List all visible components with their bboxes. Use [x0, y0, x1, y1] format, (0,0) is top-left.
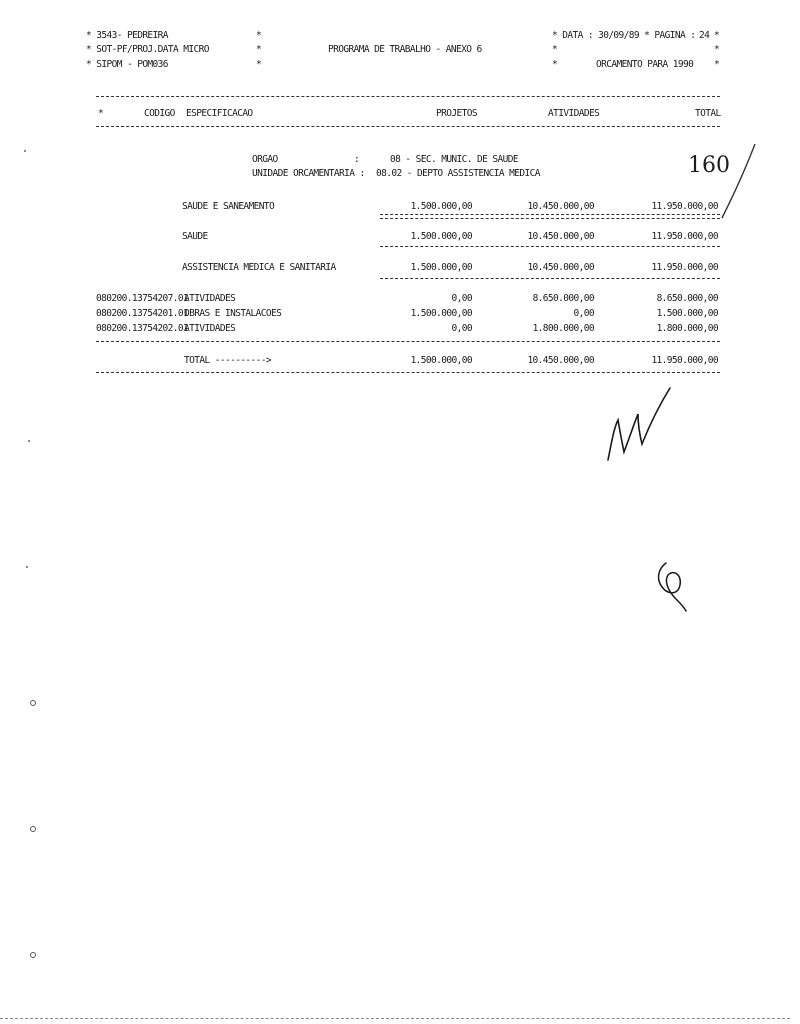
margin-hole: [30, 952, 36, 958]
column-header-rule-bottom: [96, 126, 720, 127]
summary-total: 11.950.000,00: [651, 231, 718, 242]
detail-label: ATIVIDADES: [184, 323, 236, 334]
summary-projects: 1.500.000,00: [410, 231, 472, 242]
summary-total: 11.950.000,00: [651, 262, 718, 273]
margin-hole: [30, 826, 36, 832]
summary-projects: 1.500.000,00: [410, 262, 472, 273]
total-label: TOTAL ---------->: [184, 355, 272, 366]
header-asterisk: *: [714, 59, 720, 70]
margin-speck: [26, 566, 28, 568]
summary-label: SAUDE E SANEAMENTO: [182, 201, 275, 212]
total-projects: 1.500.000,00: [410, 355, 472, 366]
detail-projects: 1.500.000,00: [410, 308, 472, 319]
detail-code: 080200.13754202.01: [96, 323, 189, 334]
margin-speck: [28, 440, 30, 442]
column-projects: PROJETOS: [436, 108, 477, 119]
header-asterisk: *: [256, 30, 262, 41]
column-header-rule-top: [96, 96, 720, 97]
column-specification: ESPECIFICACAO: [186, 108, 253, 119]
detail-rule: [96, 341, 720, 342]
budget-year: ORCAMENTO PARA 1990: [596, 59, 694, 70]
column-code: CODIGO: [144, 108, 175, 119]
header-entity: * 3543- PEDREIRA: [86, 30, 168, 41]
margin-hole: [30, 700, 36, 706]
summary-double-rule: [380, 214, 720, 219]
header-asterisk: *: [552, 44, 558, 55]
stamp-number: 160: [688, 153, 730, 178]
header-asterisk: *: [714, 44, 720, 55]
detail-label: OBRAS E INSTALACOES: [184, 308, 282, 319]
header-program-code: * SIPOM - POM036: [86, 59, 168, 70]
detail-total: 1.500.000,00: [656, 308, 718, 319]
detail-projects: 0,00: [451, 323, 472, 334]
detail-code: 080200.13754201.01: [96, 308, 189, 319]
report-date: * DATA : 30/09/89 * PAGINA :: [552, 30, 696, 41]
detail-total: 8.650.000,00: [656, 293, 718, 304]
header-asterisk: *: [552, 59, 558, 70]
page-number: 24: [699, 30, 710, 41]
column-activities: ATIVIDADES: [548, 108, 600, 119]
header-asterisk: *: [98, 108, 104, 119]
unidade-value: 08.02 - DEPTO ASSISTENCIA MEDICA: [376, 168, 540, 179]
column-total: TOTAL: [695, 108, 721, 119]
total-rule: [96, 372, 720, 373]
detail-activities: 8.650.000,00: [532, 293, 594, 304]
header-asterisk: *: [256, 44, 262, 55]
summary-projects: 1.500.000,00: [410, 201, 472, 212]
scan-edge: [0, 1018, 790, 1019]
detail-code: 080200.13754207.01: [96, 293, 189, 304]
summary-rule: [380, 278, 720, 279]
orgao-colon: :: [354, 154, 360, 165]
summary-total: 11.950.000,00: [651, 201, 718, 212]
handwritten-initials-mark: [600, 380, 690, 470]
summary-label: SAUDE: [182, 231, 208, 242]
handwritten-signature-mark: [652, 555, 702, 615]
detail-activities: 1.800.000,00: [532, 323, 594, 334]
orgao-value: 08 - SEC. MUNIC. DE SAUDE: [390, 154, 518, 165]
unidade-label: UNIDADE ORCAMENTARIA :: [252, 168, 365, 179]
summary-activities: 10.450.000,00: [527, 201, 594, 212]
detail-label: ATIVIDADES: [184, 293, 236, 304]
margin-speck: [24, 150, 26, 152]
detail-activities: 0,00: [573, 308, 594, 319]
report-title: PROGRAMA DE TRABALHO - ANEXO 6: [328, 44, 482, 55]
summary-rule: [380, 246, 720, 247]
header-system: * SOT-PF/PROJ.DATA MICRO: [86, 44, 209, 55]
detail-total: 1.800.000,00: [656, 323, 718, 334]
header-asterisk: *: [714, 30, 720, 41]
total-activities: 10.450.000,00: [527, 355, 594, 366]
summary-activities: 10.450.000,00: [527, 231, 594, 242]
header-asterisk: *: [256, 59, 262, 70]
detail-projects: 0,00: [451, 293, 472, 304]
total-grand: 11.950.000,00: [651, 355, 718, 366]
summary-activities: 10.450.000,00: [527, 262, 594, 273]
summary-label: ASSISTENCIA MEDICA E SANITARIA: [182, 262, 336, 273]
orgao-label: ORGAO: [252, 154, 278, 165]
